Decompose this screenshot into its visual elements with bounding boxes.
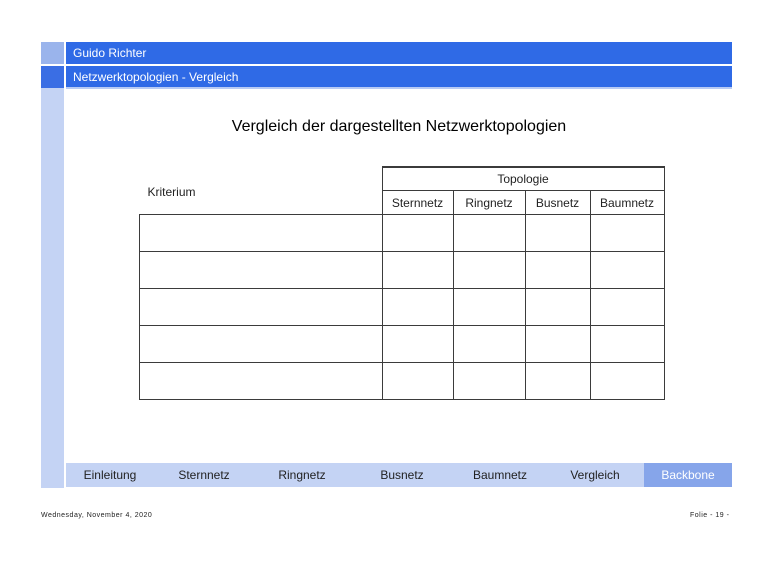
- slide-title: Vergleich der dargestellten Netzwerktopologien: [231, 118, 567, 135]
- table-cell: [382, 252, 453, 289]
- comparison-table: [139, 166, 665, 400]
- table-cell: [140, 289, 383, 326]
- table-cell: [590, 252, 664, 289]
- table-cell: [590, 326, 664, 363]
- nav-item-baumnetz[interactable]: Baumnetz: [472, 468, 528, 482]
- table-row: [140, 289, 665, 326]
- nav-item-einleitung[interactable]: Einleitung: [83, 468, 137, 482]
- left-decor-strip: [41, 88, 64, 488]
- table-row: [140, 215, 665, 252]
- table-row: [140, 326, 665, 363]
- table-cell: [140, 363, 383, 400]
- table-cell: [453, 252, 525, 289]
- nav-item-sternnetz[interactable]: Sternnetz: [178, 468, 230, 482]
- table-cell: [382, 289, 453, 326]
- table-cell: [453, 326, 525, 363]
- table-cell: [382, 215, 453, 252]
- nav-item-ringnetz[interactable]: Ringnetz: [278, 468, 326, 482]
- header-side-block: [41, 42, 64, 64]
- nav-item-vergleich[interactable]: Vergleich: [570, 468, 620, 482]
- topology-group-header: Topologie: [382, 167, 664, 191]
- table-cell: [525, 252, 590, 289]
- subheader-side-block: [41, 66, 64, 88]
- nav-item-busnetz[interactable]: Busnetz: [380, 468, 424, 482]
- table-cell: [453, 215, 525, 252]
- footer-date: Wednesday, November 4, 2020: [41, 512, 153, 519]
- bottom-nav: [66, 463, 732, 487]
- col-header-ringnetz: Ringnetz: [453, 191, 525, 215]
- table-cell: [590, 289, 664, 326]
- author-header: Guido Richter: [66, 42, 732, 64]
- nav-item-backbone[interactable]: Backbone: [644, 463, 732, 487]
- subtitle-header: Netzwerktopologien - Vergleich: [66, 66, 732, 89]
- table-cell: [140, 326, 383, 363]
- col-header-busnetz: Busnetz: [525, 191, 590, 215]
- table-cell: [525, 363, 590, 400]
- criterion-header: Kriterium: [140, 167, 383, 215]
- table-cell: [590, 363, 664, 400]
- table-row: [140, 363, 665, 400]
- table-cell: [453, 289, 525, 326]
- table-cell: [525, 215, 590, 252]
- col-header-baumnetz: Baumnetz: [590, 191, 664, 215]
- table-cell: [525, 326, 590, 363]
- table-cell: [140, 252, 383, 289]
- table-row: [140, 252, 665, 289]
- col-header-sternnetz: Sternnetz: [382, 191, 453, 215]
- table-cell: [382, 363, 453, 400]
- table-cell: [525, 289, 590, 326]
- table-cell: [140, 215, 383, 252]
- table-cell: [382, 326, 453, 363]
- table-cell: [453, 363, 525, 400]
- table-cell: [590, 215, 664, 252]
- footer-page-number: Folie - 19 -: [690, 512, 730, 519]
